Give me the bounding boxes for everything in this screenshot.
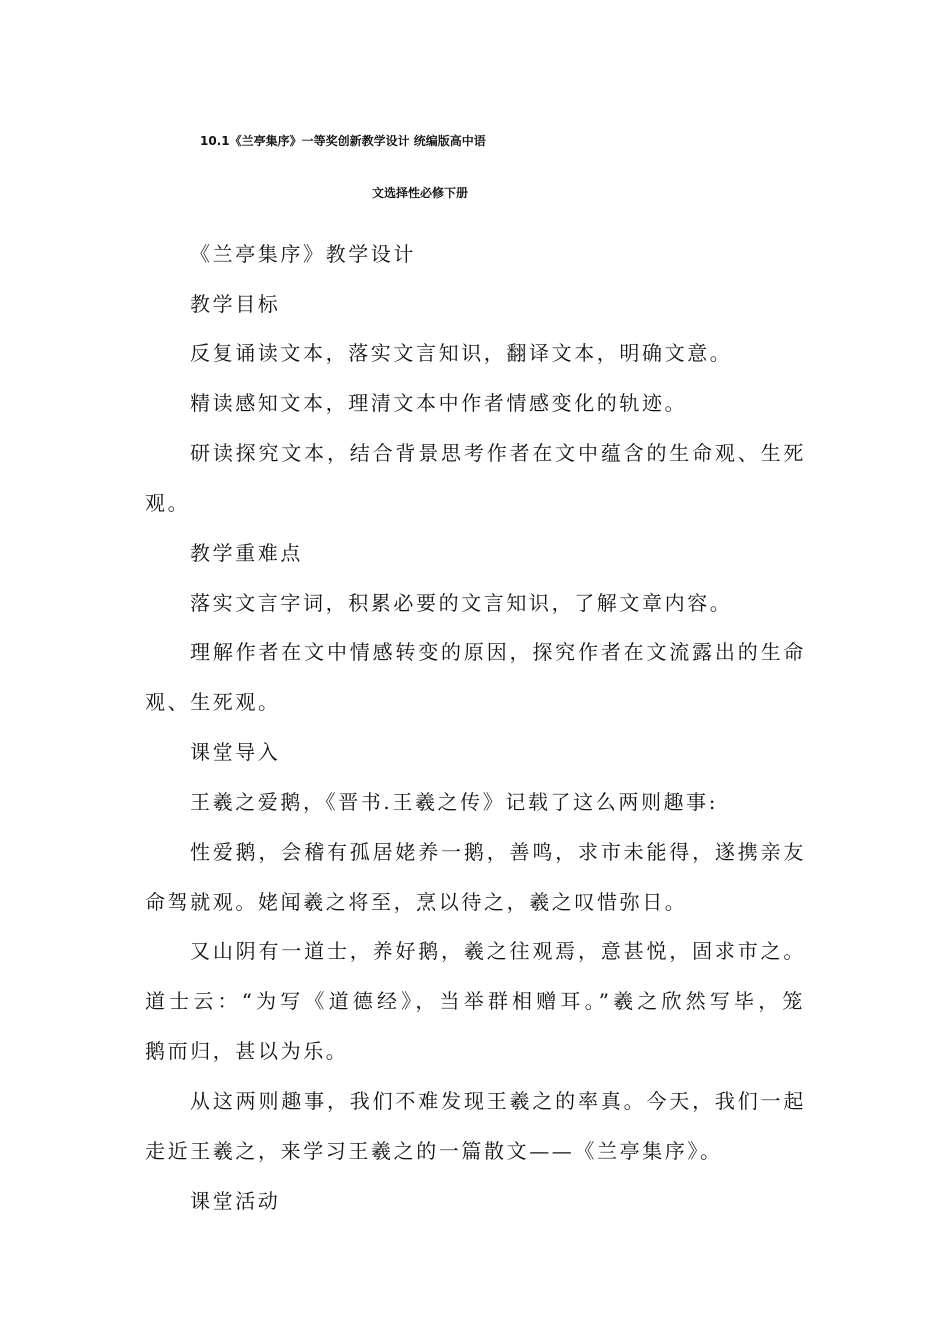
section-heading-introduction: 课堂导入	[190, 740, 281, 764]
paragraph-line: 落实文言字词，积累必要的文言知识，了解文章内容。	[190, 591, 733, 615]
section-heading-key-points: 教学重难点	[190, 541, 303, 565]
paragraph-line: 观、生死观。	[145, 690, 281, 714]
document-title-line-1: 10.1《兰亭集序》一等奖创新教学设计 统编版高中语	[200, 134, 486, 148]
paragraph-line: 理解作者在文中情感转变的原因，探究作者在文流露出的生命	[190, 640, 806, 664]
paragraph-line: 又山阴有一道士，养好鹅，羲之往观焉，意甚悦，固求市之。	[190, 939, 806, 963]
paragraph-line: 鹅而归，甚以为乐。	[145, 1039, 349, 1063]
section-heading-objectives: 教学目标	[190, 292, 281, 316]
section-heading-activities: 课堂活动	[190, 1189, 281, 1213]
paragraph-line: 研读探究文本，结合背景思考作者在文中蕴含的生命观、生死	[190, 441, 806, 465]
paragraph-line: 道士云：“为写《道德经》，当举群相赠耳。”羲之欣然写毕，笼	[145, 989, 805, 1013]
paragraph-line: 观。	[145, 491, 191, 515]
paragraph-line: 从这两则趣事，我们不难发现王羲之的率真。今天，我们一起	[190, 1089, 806, 1113]
paragraph-line: 王羲之爱鹅，《晋书.王羲之传》记载了这么两则趣事:	[190, 790, 719, 814]
section-heading-design: 《兰亭集序》教学设计	[190, 242, 416, 266]
paragraph-line: 精读感知文本，理清文本中作者情感变化的轨迹。	[190, 391, 688, 415]
paragraph-line: 走近王羲之，来学习王羲之的一篇散文——《兰亭集序》。	[145, 1139, 723, 1163]
paragraph-line: 命驾就观。姥闻羲之将至，烹以待之，羲之叹惜弥日。	[145, 890, 688, 914]
paragraph-line: 反复诵读文本，落实文言知识，翻译文本，明确文意。	[190, 341, 733, 365]
document-title-line-2: 文选择性必修下册	[372, 186, 469, 200]
paragraph-line: 性爱鹅，会稽有孤居姥养一鹅，善鸣，求市未能得，遂携亲友	[190, 840, 806, 864]
